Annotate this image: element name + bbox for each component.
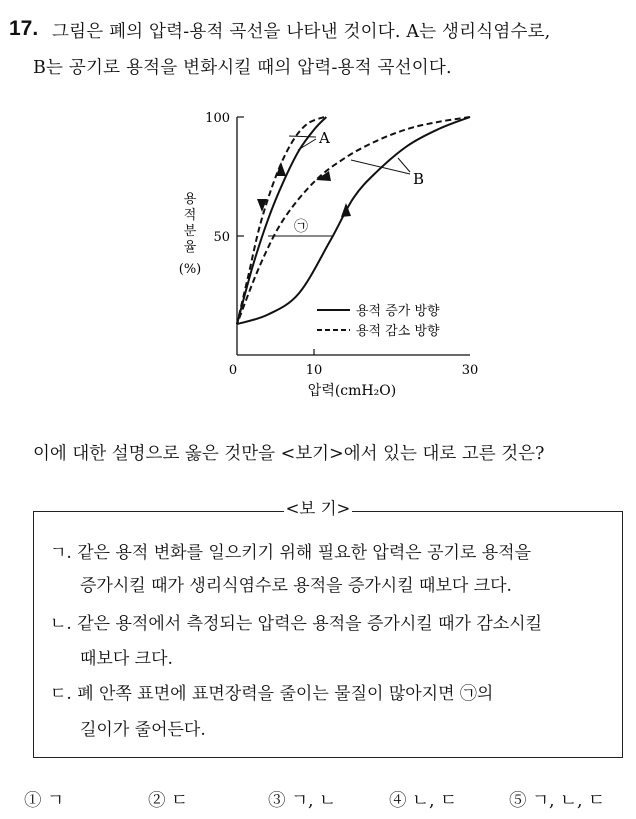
- curve-label-b: B: [413, 170, 425, 188]
- x-tick-label-10: 10: [305, 363, 323, 378]
- y-axis-unit: (%): [178, 262, 202, 277]
- y-axis-label-char-3: 분: [183, 224, 197, 239]
- series-b-increase: [237, 117, 470, 324]
- y-axis-label-char-1: 용: [183, 192, 197, 207]
- x-tick-label-30: 30: [461, 363, 479, 378]
- gap-marker-label: ㉠: [294, 219, 308, 235]
- leader-a-2: [298, 139, 316, 150]
- bogi-item-1-line2: 증가시킬 때가 생리식염수로 용적을 증가시킬 때보다 크다.: [80, 576, 512, 596]
- question-text-line1: 그림은 폐의 압력-용적 곡선을 나타낸 것이다. A는 생리식염수로,: [52, 22, 551, 42]
- legend-solid-label: 용적 증가 방향: [356, 304, 440, 319]
- choice-2[interactable]: ② ㄷ: [148, 791, 188, 811]
- curve-label-a: A: [319, 129, 330, 147]
- leader-a-1: [289, 136, 316, 137]
- y-axis-label-char-4: 율: [183, 240, 197, 255]
- y-tick-label-100: 100: [205, 111, 230, 126]
- arrow-a-down-icon: [257, 199, 267, 212]
- question-text-line2: B는 공기로 용적을 변화시킬 때의 압력-용적 곡선이다.: [33, 58, 452, 78]
- bogi-item-1-line1: ㄱ. 같은 용적 변화를 일으키기 위해 필요한 압력은 공기로 용적을: [50, 543, 532, 563]
- series-b-decrease: [237, 117, 470, 324]
- leader-b-2: [398, 158, 410, 172]
- question-number: 17.: [9, 17, 39, 40]
- bogi-title-wrap: [0, 495, 636, 519]
- choice-3[interactable]: ③ ㄱ, ㄴ: [268, 791, 336, 811]
- y-axis-label-char-2: 적: [183, 208, 197, 223]
- choice-1[interactable]: ① ㄱ: [24, 791, 64, 811]
- legend-dashed-label: 용적 감소 방향: [356, 324, 440, 339]
- question-prompt: 이에 대한 설명으로 옳은 것만을 <보기>에서 있는 대로 고른 것은?: [33, 444, 545, 464]
- bogi-item-2-line1: ㄴ. 같은 용적에서 측정되는 압력은 용적을 증가시킬 때가 감소시킬: [50, 614, 543, 634]
- bogi-title: <보 기>: [285, 499, 351, 518]
- series-a-decrease: [237, 117, 324, 324]
- bogi-item-3-line2: 길이가 줄어든다.: [80, 720, 206, 740]
- bogi-item-2-line2: 때보다 크다.: [80, 649, 173, 669]
- x-axis-label: 압력(cmH₂O): [307, 383, 397, 399]
- bogi-item-3-line1: ㄷ. 폐 안쪽 표면에 표면장력을 줄이는 물질이 많아지면 ㉠의: [50, 684, 494, 704]
- y-tick-label-50: 50: [213, 230, 230, 245]
- arrow-a-up-icon: [276, 162, 286, 176]
- choice-4[interactable]: ④ ㄴ, ㄷ: [389, 791, 457, 811]
- x-tick-label-0: 0: [228, 363, 238, 378]
- choice-5[interactable]: ⑤ ㄱ, ㄴ, ㄷ: [509, 791, 606, 811]
- arrow-b-down-icon: [316, 171, 331, 181]
